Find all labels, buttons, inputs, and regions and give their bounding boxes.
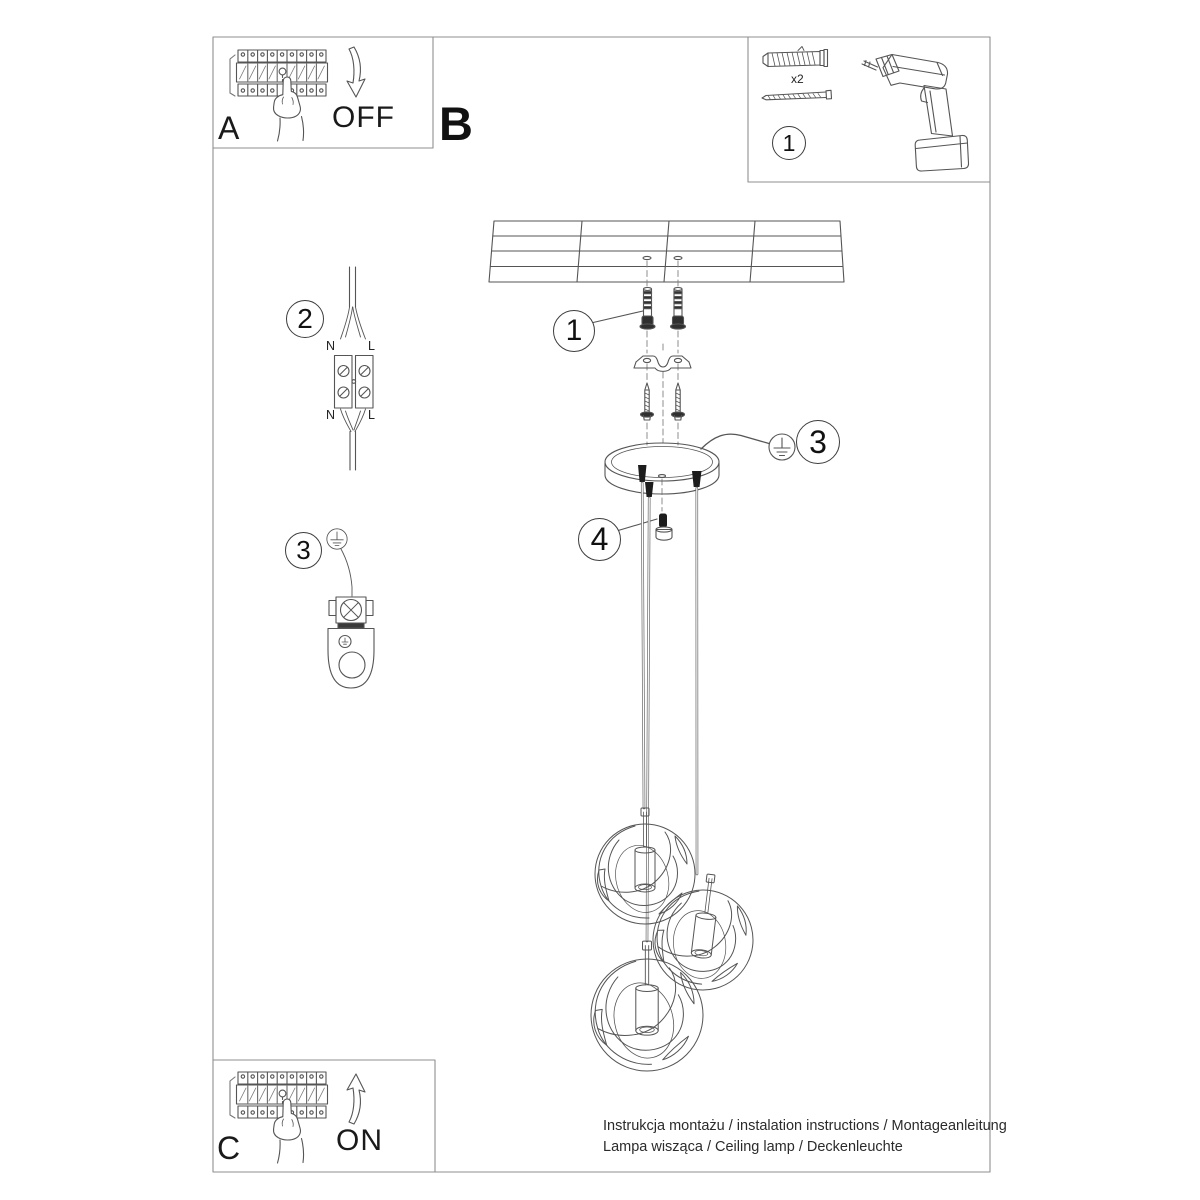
footer-line-2: Lampa wisząca / Ceiling lamp / Deckenleuchte [603,1139,903,1155]
terminal-label-n-bottom: N [326,408,336,422]
cable-stopper-icon [656,514,672,541]
callout-screws-1: 1 [553,310,595,352]
earth-wire [701,434,769,449]
wire-connector-diagram [335,267,374,470]
terminal-label-l-top: L [368,339,375,353]
suspension-cables [642,483,697,941]
wall-anchor-icon [763,47,828,67]
callout-gland-4: 4 [578,518,621,561]
callout-parts-1: 1 [772,126,806,160]
lamp-shades [591,808,761,1071]
step-a-label: A [218,110,240,146]
anchor-quantity: x2 [791,72,804,86]
callout-connector-2: 2 [286,300,324,338]
step-c-label: C [217,1130,241,1166]
main-assembly [489,221,844,1071]
callout-ground-3: 3 [796,420,840,464]
wall-plug-pair [640,288,686,330]
ceiling-pattern [489,221,844,282]
terminal-label-l-bottom: L [368,408,375,422]
mounting-screw-pair [641,383,685,420]
leader-callout-1 [591,311,643,323]
ground-clamp-diagram [327,529,374,688]
mounting-bracket-icon [634,356,691,371]
step-b-label: B [439,97,473,150]
terminal-label-n-top: N [326,339,336,353]
off-label: OFF [332,101,395,134]
on-label: ON [336,1124,383,1157]
drill-icon [862,55,969,172]
ceiling-canopy [605,443,719,494]
callout-ground-left-3: 3 [285,532,322,569]
screw-icon [762,90,832,100]
leader-callout-4 [617,519,658,531]
footer-line-1: Instrukcja montażu / instalation instructions / Montageanleitung [603,1118,1007,1134]
